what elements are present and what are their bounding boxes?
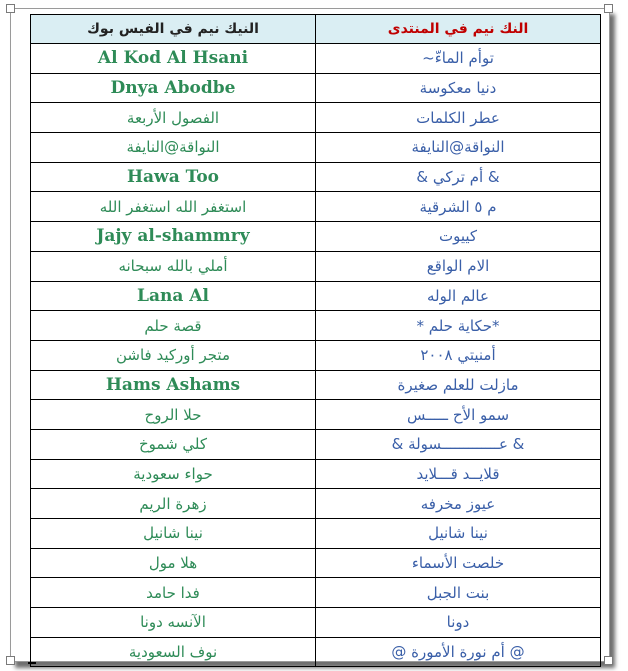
forum-nickname-cell: عيوز مخرفه: [316, 489, 601, 519]
forum-nickname-cell: *حكاية حلم *: [316, 311, 601, 341]
cursor-mark: [28, 662, 36, 664]
table-body: [31, 44, 601, 667]
frame-handle-bottom-right[interactable]: [604, 656, 613, 665]
table-row: [31, 578, 601, 608]
table-row: [31, 311, 601, 341]
forum-nickname-cell: عالم الوله: [316, 281, 601, 311]
table-row: [31, 133, 601, 163]
facebook-nickname-cell: Al Kod Al Hsani: [31, 44, 316, 74]
table-row: [31, 400, 601, 430]
table-row: [31, 370, 601, 400]
table-row: [31, 637, 601, 667]
facebook-nickname-cell: حلا الروح: [31, 400, 316, 430]
frame-handle-top-right[interactable]: [604, 4, 613, 13]
table-row: [31, 192, 601, 222]
table-row: [31, 608, 601, 638]
table-row: [31, 519, 601, 549]
forum-nickname-cell: الام الواقع: [316, 251, 601, 281]
nicknames-table: [30, 14, 601, 667]
forum-nickname-cell: & أم تركي &: [316, 162, 601, 192]
forum-nickname-cell: النواقة@النايفة: [316, 133, 601, 163]
facebook-nickname-cell: فدا حامد: [31, 578, 316, 608]
facebook-nickname-cell: Hawa Too: [31, 162, 316, 192]
table-row: [31, 548, 601, 578]
header-facebook-nickname: النيك نيم في الفيس بوك: [31, 15, 316, 44]
facebook-nickname-cell: Dnya Abodbe: [31, 73, 316, 103]
table-row: [31, 459, 601, 489]
facebook-nickname-cell: أملي بالله سبحانه: [31, 251, 316, 281]
forum-nickname-cell: بنت الجبل: [316, 578, 601, 608]
facebook-nickname-cell: حواء سعودية: [31, 459, 316, 489]
forum-nickname-cell: توأم الماءّ~: [316, 44, 601, 74]
table-row: [31, 222, 601, 252]
facebook-nickname-cell: نوف السعودية: [31, 637, 316, 667]
facebook-nickname-cell: الآنسه دونا: [31, 608, 316, 638]
facebook-nickname-cell: الفصول الأربعة: [31, 103, 316, 133]
forum-nickname-cell: دنيا معكوسة: [316, 73, 601, 103]
facebook-nickname-cell: كلي شموخ: [31, 429, 316, 459]
facebook-nickname-cell: Jajy al-shammry: [31, 222, 316, 252]
facebook-nickname-cell: نينا شانيل: [31, 519, 316, 549]
facebook-nickname-cell: استغفر الله استغفر الله: [31, 192, 316, 222]
facebook-nickname-cell: Lana Al: [31, 281, 316, 311]
table-row: [31, 281, 601, 311]
table-row: [31, 73, 601, 103]
facebook-nickname-cell: زهرة الريم: [31, 489, 316, 519]
frame-handle-bottom-left[interactable]: [6, 656, 15, 665]
facebook-nickname-cell: متجر أوركيد فاشن: [31, 340, 316, 370]
table-row: [31, 44, 601, 74]
forum-nickname-cell: خلصت الأسماء: [316, 548, 601, 578]
forum-nickname-cell: @ أم نورة الأمورة @: [316, 637, 601, 667]
table-row: [31, 429, 601, 459]
forum-nickname-cell: نينا شانيل: [316, 519, 601, 549]
forum-nickname-cell: كييوت: [316, 222, 601, 252]
forum-nickname-cell: & عـــــــــــــسولة &: [316, 429, 601, 459]
forum-nickname-cell: قلايــد قـــلايد: [316, 459, 601, 489]
forum-nickname-cell: أمنيتي ٢٠٠٨: [316, 340, 601, 370]
forum-nickname-cell: عطر الكلمات: [316, 103, 601, 133]
frame-handle-top-left[interactable]: [6, 4, 15, 13]
table-row: [31, 103, 601, 133]
facebook-nickname-cell: هلا مول: [31, 548, 316, 578]
facebook-nickname-cell: قصة حلم: [31, 311, 316, 341]
table-row: [31, 162, 601, 192]
table-row: [31, 340, 601, 370]
forum-nickname-cell: سمو الأح ـــــس: [316, 400, 601, 430]
facebook-nickname-cell: النواقة@النايفة: [31, 133, 316, 163]
table-row: [31, 489, 601, 519]
forum-nickname-cell: دونا: [316, 608, 601, 638]
forum-nickname-cell: مازلت للعلم صغيرة: [316, 370, 601, 400]
header-forum-nickname: النك نيم في المنتدى: [316, 15, 601, 44]
table-row: [31, 251, 601, 281]
facebook-nickname-cell: Hams Ashams: [31, 370, 316, 400]
forum-nickname-cell: م ٥ الشرقية: [316, 192, 601, 222]
table-header-row: [31, 15, 601, 44]
